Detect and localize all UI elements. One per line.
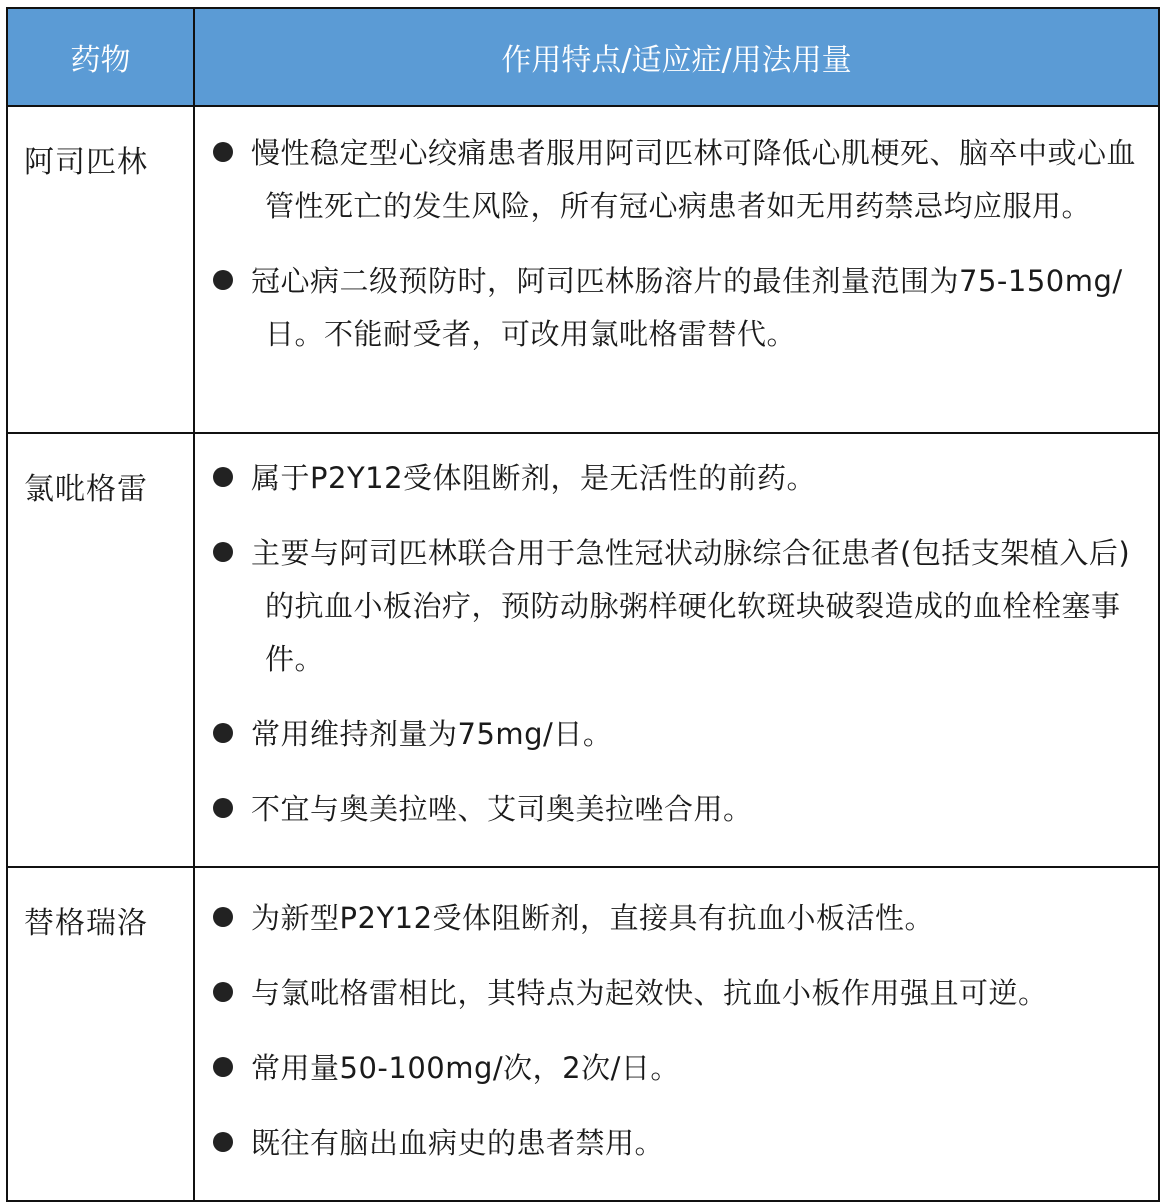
bullet-list bbox=[195, 434, 1158, 866]
bullet-icon bbox=[213, 270, 233, 290]
header-features: 作用特点/适应症/用法用量 bbox=[194, 8, 1159, 106]
bullet-icon bbox=[213, 542, 233, 562]
list-item: 既往有脑出血病史的患者禁用。 bbox=[213, 1117, 1144, 1170]
list-item: 主要与阿司匹林联合用于急性冠状动脉综合征患者(包括支架植入后)的抗血小板治疗，预防动脉粥样硬化软斑块破裂造成的血栓栓塞事件。 bbox=[213, 527, 1144, 686]
list-item: 属于P2Y12受体阻断剂，是无活性的前药。 bbox=[213, 452, 1144, 505]
drug-table bbox=[6, 7, 1160, 1202]
header-drug: 药物 bbox=[7, 8, 194, 106]
table-row bbox=[7, 433, 1159, 867]
drug-name: 阿司匹林 bbox=[24, 145, 148, 180]
list-item: 常用维持剂量为75mg/日。 bbox=[213, 708, 1144, 761]
bullet-icon bbox=[213, 798, 233, 818]
bullet-icon bbox=[213, 907, 233, 927]
bullet-icon bbox=[213, 142, 233, 162]
list-item: 常用量50-100mg/次，2次/日。 bbox=[213, 1042, 1144, 1095]
bullet-icon bbox=[213, 723, 233, 743]
drug-name: 氯吡格雷 bbox=[24, 472, 148, 507]
list-item: 为新型P2Y12受体阻断剂，直接具有抗血小板活性。 bbox=[213, 892, 1144, 945]
bullet-icon bbox=[213, 1132, 233, 1152]
bullet-list bbox=[195, 107, 1158, 391]
bullet-icon bbox=[213, 1057, 233, 1077]
drug-name: 替格瑞洛 bbox=[24, 906, 148, 941]
list-item: 慢性稳定型心绞痛患者服用阿司匹林可降低心肌梗死、脑卒中或心血管性死亡的发生风险，所有冠心病患者如无用药禁忌均应服用。 bbox=[213, 127, 1144, 233]
bullet-icon bbox=[213, 982, 233, 1002]
list-item: 不宜与奥美拉唑、艾司奥美拉唑合用。 bbox=[213, 783, 1144, 836]
header-row bbox=[7, 8, 1159, 106]
table-row bbox=[7, 106, 1159, 433]
bullet-icon bbox=[213, 467, 233, 487]
table-row bbox=[7, 867, 1159, 1201]
list-item: 与氯吡格雷相比，其特点为起效快、抗血小板作用强且可逆。 bbox=[213, 967, 1144, 1020]
bullet-list bbox=[195, 868, 1158, 1200]
list-item: 冠心病二级预防时，阿司匹林肠溶片的最佳剂量范围为75-150mg/日。不能耐受者，可改用氯吡格雷替代。 bbox=[213, 255, 1144, 361]
